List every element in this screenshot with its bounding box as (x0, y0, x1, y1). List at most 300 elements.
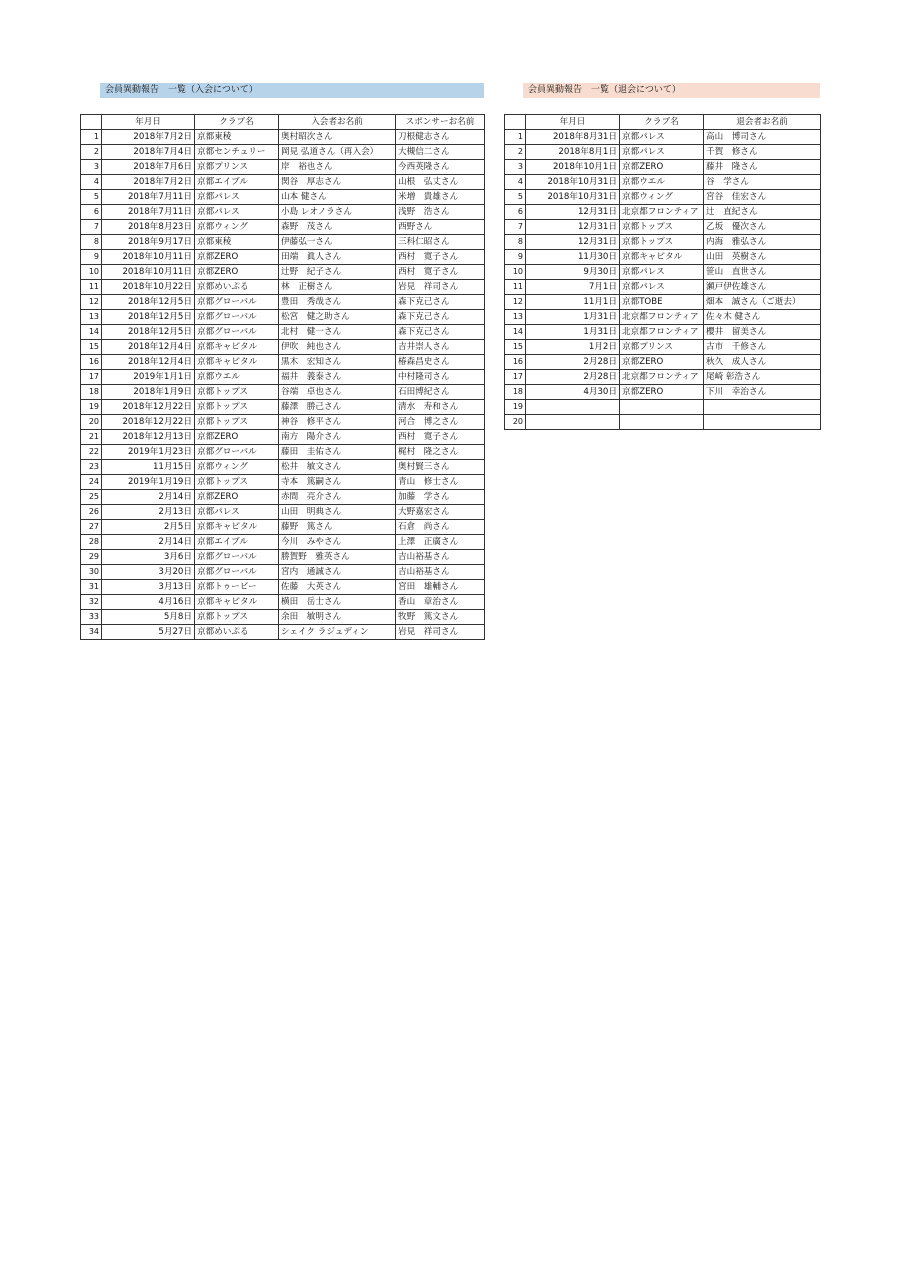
club-cell: 京都ウィング (620, 190, 704, 205)
sponsor-name-cell: 香山 章治さん (396, 595, 485, 610)
club-cell: 京都ウエル (195, 370, 279, 385)
member-name-cell: 宮谷 佳宏さん (704, 190, 821, 205)
member-name-cell: 勝賀野 雅英さん (279, 550, 396, 565)
table-row (505, 295, 821, 310)
row-number-cell: 3 (81, 160, 102, 175)
leave-report-title: 会員異動報告 一覧（退会について） (523, 83, 820, 98)
member-name-cell: 辻 直紀さん (704, 205, 821, 220)
club-cell: 京都エイブル (195, 175, 279, 190)
member-name-cell: 櫻井 留美さん (704, 325, 821, 340)
date-cell: 1月2日 (526, 340, 620, 355)
sponsor-name-cell: 中村隆司さん (396, 370, 485, 385)
col-no-header (505, 115, 526, 130)
table-row (81, 625, 485, 640)
club-cell: 京都キャピタル (195, 595, 279, 610)
club-cell: 京都めいぷる (195, 625, 279, 640)
col-sponsor-header: スポンサーお名前 (396, 115, 485, 130)
row-number-cell: 6 (81, 205, 102, 220)
club-cell: 京都エイブル (195, 535, 279, 550)
date-cell: 2018年12月13日 (102, 430, 195, 445)
club-cell: 京都ZERO (195, 265, 279, 280)
date-cell: 2018年9月17日 (102, 235, 195, 250)
date-cell: 4月30日 (526, 385, 620, 400)
row-number-cell: 28 (81, 535, 102, 550)
row-number-cell: 13 (81, 310, 102, 325)
table-row (81, 145, 485, 160)
row-number-cell: 21 (81, 430, 102, 445)
date-cell: 2月14日 (102, 535, 195, 550)
sponsor-name-cell: 清水 寿和さん (396, 400, 485, 415)
sponsor-name-cell: 米増 貴雄さん (396, 190, 485, 205)
table-row (81, 535, 485, 550)
member-name-cell: 高山 博司さん (704, 130, 821, 145)
table-row (505, 130, 821, 145)
table-row (81, 340, 485, 355)
sponsor-name-cell: 大野嘉宏さん (396, 505, 485, 520)
club-cell: 京都めいぷる (195, 280, 279, 295)
date-cell: 11月30日 (526, 250, 620, 265)
club-cell: 京都ウィング (195, 220, 279, 235)
row-number-cell: 25 (81, 490, 102, 505)
row-number-cell: 8 (81, 235, 102, 250)
club-cell: 京都ウエル (620, 175, 704, 190)
club-cell: 京都キャピタル (195, 340, 279, 355)
row-number-cell: 5 (81, 190, 102, 205)
table-row (81, 235, 485, 250)
sponsor-name-cell: 三科仁昭さん (396, 235, 485, 250)
club-cell: 北京都フロンティア (620, 205, 704, 220)
member-name-cell: 佐藤 大英さん (279, 580, 396, 595)
member-name-cell: 田端 眞人さん (279, 250, 396, 265)
club-cell: 京都グローバル (195, 550, 279, 565)
table-row (81, 355, 485, 370)
date-cell: 4月16日 (102, 595, 195, 610)
table-row (505, 400, 821, 415)
table-row (505, 280, 821, 295)
table-row (81, 205, 485, 220)
sponsor-name-cell: 山根 弘丈さん (396, 175, 485, 190)
member-name-cell: 藤澤 勝己さん (279, 400, 396, 415)
date-cell: 2月5日 (102, 520, 195, 535)
row-number-cell: 17 (81, 370, 102, 385)
club-cell: 京都トップス (195, 610, 279, 625)
table-row (81, 505, 485, 520)
member-name-cell: 岸 裕也さん (279, 160, 396, 175)
table-row (81, 550, 485, 565)
member-name-cell: 藤井 隆さん (704, 160, 821, 175)
date-cell: 2018年12月22日 (102, 415, 195, 430)
date-cell: 12月31日 (526, 235, 620, 250)
date-cell: 3月6日 (102, 550, 195, 565)
table-row (81, 490, 485, 505)
row-number-cell: 20 (81, 415, 102, 430)
row-number-cell: 2 (505, 145, 526, 160)
club-cell: 京都キャピタル (620, 250, 704, 265)
row-number-cell: 20 (505, 415, 526, 430)
member-name-cell: 秋久 成人さん (704, 355, 821, 370)
table-row (505, 175, 821, 190)
member-name-cell: 寺本 篤嗣さん (279, 475, 396, 490)
member-name-cell: 伊藤弘一さん (279, 235, 396, 250)
sponsor-name-cell: 西村 寛子さん (396, 265, 485, 280)
sponsor-name-cell: 加藤 学さん (396, 490, 485, 505)
member-name-cell: シェイク ラジュディン (279, 625, 396, 640)
row-number-cell: 24 (81, 475, 102, 490)
col-no-header (81, 115, 102, 130)
row-number-cell: 30 (81, 565, 102, 580)
table-row (505, 340, 821, 355)
member-name-cell: 乙坂 優次さん (704, 220, 821, 235)
date-cell: 2018年7月2日 (102, 130, 195, 145)
sponsor-name-cell: 大槻信二さん (396, 145, 485, 160)
row-number-cell: 8 (505, 235, 526, 250)
member-name-cell: 奥村昭次さん (279, 130, 396, 145)
member-name-cell: 山田 明典さん (279, 505, 396, 520)
sponsor-name-cell: 刀根健志さん (396, 130, 485, 145)
row-number-cell: 11 (505, 280, 526, 295)
table-row (81, 130, 485, 145)
table-row (505, 160, 821, 175)
row-number-cell: 29 (81, 550, 102, 565)
table-row (505, 220, 821, 235)
member-name-cell: 尾崎 彰浩さん (704, 370, 821, 385)
date-cell: 3月13日 (102, 580, 195, 595)
table-row (81, 460, 485, 475)
sponsor-name-cell: 森下克己さん (396, 310, 485, 325)
date-cell: 2月28日 (526, 355, 620, 370)
date-cell: 2018年10月31日 (526, 175, 620, 190)
row-number-cell: 33 (81, 610, 102, 625)
club-cell: 京都トップス (195, 385, 279, 400)
table-row (81, 565, 485, 580)
table-row (505, 205, 821, 220)
date-cell: 2018年12月5日 (102, 310, 195, 325)
date-cell: 5月8日 (102, 610, 195, 625)
table-row (505, 235, 821, 250)
member-name-cell: 内海 雅弘さん (704, 235, 821, 250)
member-name-cell: 宮内 通誠さん (279, 565, 396, 580)
row-number-cell: 16 (81, 355, 102, 370)
club-cell: 北京都フロンティア (620, 325, 704, 340)
member-name-cell: 佐々木 健さん (704, 310, 821, 325)
row-number-cell: 19 (81, 400, 102, 415)
row-number-cell: 13 (505, 310, 526, 325)
date-cell: 2018年12月22日 (102, 400, 195, 415)
leave-table-body (505, 130, 821, 430)
row-number-cell: 12 (81, 295, 102, 310)
club-cell: 京都トップス (195, 400, 279, 415)
member-name-cell: 林 正樹さん (279, 280, 396, 295)
sponsor-name-cell: 上澤 正廣さん (396, 535, 485, 550)
table-row (505, 385, 821, 400)
club-cell: 京都東稜 (195, 130, 279, 145)
club-cell: 京都トップス (620, 220, 704, 235)
club-cell: 京都東稜 (195, 235, 279, 250)
club-cell: 京都キャピタル (195, 520, 279, 535)
member-name-cell: 藤田 圭佑さん (279, 445, 396, 460)
row-number-cell: 12 (505, 295, 526, 310)
club-cell: 京都ZERO (195, 430, 279, 445)
row-number-cell: 27 (81, 520, 102, 535)
table-row (81, 310, 485, 325)
table-row (81, 385, 485, 400)
col-club-header: クラブ名 (195, 115, 279, 130)
table-row (81, 445, 485, 460)
club-cell: 京都パレス (620, 145, 704, 160)
club-cell: 京都トップス (620, 235, 704, 250)
date-cell: 2018年7月2日 (102, 175, 195, 190)
table-row (81, 415, 485, 430)
table-row (505, 250, 821, 265)
table-row (81, 175, 485, 190)
table-row (81, 400, 485, 415)
table-row (81, 280, 485, 295)
date-cell: 2018年8月23日 (102, 220, 195, 235)
row-number-cell: 6 (505, 205, 526, 220)
date-cell: 2018年7月4日 (102, 145, 195, 160)
join-table-body (81, 130, 485, 640)
sponsor-name-cell: 吉山裕基さん (396, 550, 485, 565)
sponsor-name-cell: 宮田 雄輔さん (396, 580, 485, 595)
date-cell: 2018年10月1日 (526, 160, 620, 175)
club-cell: 京都グローバル (195, 310, 279, 325)
date-cell: 2月28日 (526, 370, 620, 385)
sponsor-name-cell: 吉井崇人さん (396, 340, 485, 355)
sponsor-name-cell: 吉山裕基さん (396, 565, 485, 580)
row-number-cell: 10 (505, 265, 526, 280)
table-row (505, 325, 821, 340)
row-number-cell: 26 (81, 505, 102, 520)
row-number-cell: 22 (81, 445, 102, 460)
club-cell: 京都ZERO (195, 250, 279, 265)
club-cell: 京都グローバル (195, 325, 279, 340)
member-name-cell: 神谷 修平さん (279, 415, 396, 430)
club-cell: 京都キャピタル (195, 355, 279, 370)
club-cell: 京都パレス (620, 130, 704, 145)
member-name-cell: 谷 学さん (704, 175, 821, 190)
club-cell: 北京都フロンティア (620, 310, 704, 325)
date-cell: 12月31日 (526, 220, 620, 235)
sponsor-name-cell: 石田博紀さん (396, 385, 485, 400)
row-number-cell: 10 (81, 265, 102, 280)
club-cell: 京都パレス (620, 280, 704, 295)
club-cell: 京都ZERO (620, 385, 704, 400)
row-number-cell: 15 (505, 340, 526, 355)
member-name-cell: 小島 レオノラさん (279, 205, 396, 220)
date-cell: 2018年7月11日 (102, 205, 195, 220)
club-cell: 京都パレス (620, 265, 704, 280)
member-name-cell: 今川 みやさん (279, 535, 396, 550)
col-member-name-header: 退会者お名前 (704, 115, 821, 130)
row-number-cell: 19 (505, 400, 526, 415)
row-number-cell: 9 (505, 250, 526, 265)
club-cell: 京都グローバル (195, 445, 279, 460)
member-name-cell: 関谷 厚志さん (279, 175, 396, 190)
club-cell: 京都パレス (195, 205, 279, 220)
member-name-cell (704, 415, 821, 430)
club-cell: 京都ZERO (620, 160, 704, 175)
row-number-cell: 14 (81, 325, 102, 340)
sponsor-name-cell: 西村 寛子さん (396, 430, 485, 445)
date-cell: 2018年10月11日 (102, 250, 195, 265)
sponsor-name-cell: 森下克己さん (396, 295, 485, 310)
member-name-cell: 黒木 宏知さん (279, 355, 396, 370)
club-cell: 京都ZERO (195, 490, 279, 505)
row-number-cell: 9 (81, 250, 102, 265)
row-number-cell: 11 (81, 280, 102, 295)
club-cell: 京都グローバル (195, 295, 279, 310)
date-cell: 2018年12月4日 (102, 355, 195, 370)
date-cell: 2018年1月9日 (102, 385, 195, 400)
table-row (81, 610, 485, 625)
member-name-cell: 松井 敏文さん (279, 460, 396, 475)
join-header-row (81, 115, 485, 130)
date-cell: 2018年10月22日 (102, 280, 195, 295)
row-number-cell: 2 (81, 145, 102, 160)
sponsor-name-cell: 岩見 祥司さん (396, 625, 485, 640)
row-number-cell: 4 (505, 175, 526, 190)
join-report-title: 会員異動報告 一覧（入会について） (100, 83, 484, 98)
table-row (81, 430, 485, 445)
row-number-cell: 18 (505, 385, 526, 400)
date-cell: 12月31日 (526, 205, 620, 220)
row-number-cell: 15 (81, 340, 102, 355)
table-row (81, 520, 485, 535)
table-row (81, 265, 485, 280)
row-number-cell: 34 (81, 625, 102, 640)
table-row (81, 190, 485, 205)
date-cell: 7月1日 (526, 280, 620, 295)
leave-header-row (505, 115, 821, 130)
club-cell: 京都パレス (195, 190, 279, 205)
member-name-cell: 余田 敏明さん (279, 610, 396, 625)
club-cell: 北京都フロンティア (620, 370, 704, 385)
member-name-cell: 千賀 修さん (704, 145, 821, 160)
sponsor-name-cell: 森下克己さん (396, 325, 485, 340)
sponsor-name-cell: 浅野 浩さん (396, 205, 485, 220)
sponsor-name-cell: 梶村 隆之さん (396, 445, 485, 460)
member-name-cell: 下川 幸治さん (704, 385, 821, 400)
club-cell: 京都TOBE (620, 295, 704, 310)
date-cell: 3月20日 (102, 565, 195, 580)
member-name-cell: 瀬戸伊佐雄さん (704, 280, 821, 295)
date-cell (526, 400, 620, 415)
row-number-cell: 4 (81, 175, 102, 190)
member-name-cell: 谷端 卓也さん (279, 385, 396, 400)
date-cell: 2月14日 (102, 490, 195, 505)
table-row (505, 265, 821, 280)
member-name-cell: 藤野 篤さん (279, 520, 396, 535)
date-cell: 1月31日 (526, 310, 620, 325)
sponsor-name-cell: 青山 修士さん (396, 475, 485, 490)
row-number-cell: 1 (505, 130, 526, 145)
table-row (81, 370, 485, 385)
table-row (81, 325, 485, 340)
table-row (81, 220, 485, 235)
date-cell: 9月30日 (526, 265, 620, 280)
member-name-cell: 赤間 亮介さん (279, 490, 396, 505)
row-number-cell: 5 (505, 190, 526, 205)
club-cell: 京都パレス (195, 505, 279, 520)
row-number-cell: 1 (81, 130, 102, 145)
member-name-cell: 笹山 直世さん (704, 265, 821, 280)
club-cell: 京都プリンス (195, 160, 279, 175)
date-cell: 11月1日 (526, 295, 620, 310)
row-number-cell: 32 (81, 595, 102, 610)
club-cell: 京都ウィング (195, 460, 279, 475)
member-name-cell: 岡見 弘道さん（再入会） (279, 145, 396, 160)
member-name-cell: 豊田 秀哉さん (279, 295, 396, 310)
row-number-cell: 16 (505, 355, 526, 370)
date-cell: 2月13日 (102, 505, 195, 520)
member-name-cell: 山田 英樹さん (704, 250, 821, 265)
table-row (505, 310, 821, 325)
table-row (81, 580, 485, 595)
sponsor-name-cell: 椿森昌史さん (396, 355, 485, 370)
row-number-cell: 3 (505, 160, 526, 175)
row-number-cell: 7 (81, 220, 102, 235)
table-row (505, 415, 821, 430)
club-cell: 京都センチュリー (195, 145, 279, 160)
member-name-cell: 森野 茂さん (279, 220, 396, 235)
member-name-cell: 横田 岳士さん (279, 595, 396, 610)
table-row (81, 595, 485, 610)
sponsor-name-cell: 今西英隆さん (396, 160, 485, 175)
club-cell: 京都グローバル (195, 565, 279, 580)
leave-table (504, 114, 821, 430)
club-cell (620, 415, 704, 430)
date-cell: 2019年1月1日 (102, 370, 195, 385)
row-number-cell: 17 (505, 370, 526, 385)
sponsor-name-cell: 西村 寛子さん (396, 250, 485, 265)
col-member-name-header: 入会者お名前 (279, 115, 396, 130)
club-cell: 京都プリンス (620, 340, 704, 355)
date-cell: 2018年10月11日 (102, 265, 195, 280)
member-name-cell: 福井 義泰さん (279, 370, 396, 385)
col-club-header: クラブ名 (620, 115, 704, 130)
member-name-cell: 松宮 健之助さん (279, 310, 396, 325)
table-row (81, 160, 485, 175)
member-name-cell: 北村 健一さん (279, 325, 396, 340)
table-row (505, 190, 821, 205)
join-table (80, 114, 485, 640)
date-cell: 1月31日 (526, 325, 620, 340)
row-number-cell: 18 (81, 385, 102, 400)
sponsor-name-cell: 奥村賢三さん (396, 460, 485, 475)
row-number-cell: 31 (81, 580, 102, 595)
date-cell: 2018年12月5日 (102, 295, 195, 310)
sponsor-name-cell: 牧野 篤文さん (396, 610, 485, 625)
club-cell: 京都トップス (195, 415, 279, 430)
member-name-cell (704, 400, 821, 415)
table-row (505, 370, 821, 385)
date-cell: 2018年8月31日 (526, 130, 620, 145)
sponsor-name-cell: 西野さん (396, 220, 485, 235)
table-row (505, 355, 821, 370)
sponsor-name-cell: 河合 博之さん (396, 415, 485, 430)
club-cell (620, 400, 704, 415)
row-number-cell: 23 (81, 460, 102, 475)
sponsor-name-cell: 石倉 尚さん (396, 520, 485, 535)
table-row (505, 145, 821, 160)
date-cell: 2018年8月1日 (526, 145, 620, 160)
date-cell: 2018年7月6日 (102, 160, 195, 175)
table-row (81, 475, 485, 490)
club-cell: 京都トップス (195, 475, 279, 490)
date-cell: 2018年10月31日 (526, 190, 620, 205)
date-cell: 2018年7月11日 (102, 190, 195, 205)
date-cell (526, 415, 620, 430)
